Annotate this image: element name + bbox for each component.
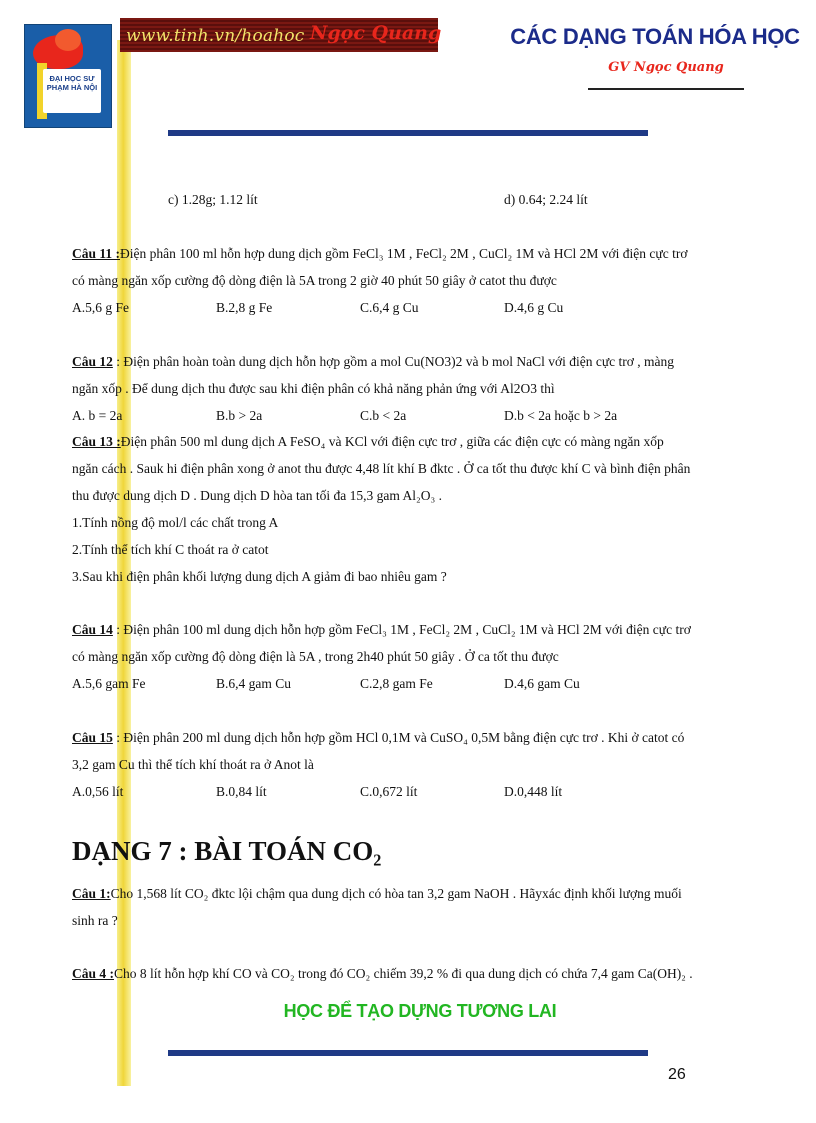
question-text: : Điện phân hoàn toàn dung dịch hỗn hợp gồm a mol Cu(NO3)2 và b mol NaCl với điện cực trơ , màng [112,354,675,369]
question-12-options [72,402,744,429]
option-d: D.4,6 g Cu [504,300,564,315]
question-text: Điện phân 100 ml hỗn hợp dung dịch gồm FeCl₃ 1M , FeCl₂ 2M , CuCl₂ 1M và HCl 2M với điện cực trơ [120,246,688,261]
question-13-item-1: 1.Tính nồng độ mol/l các chất trong A [72,515,279,530]
question-label: Câu 1: [72,886,111,901]
option-a: A. b = 2a [72,408,123,423]
question-11-line-1 [72,240,744,267]
question-15-options [72,778,744,805]
logo-text: ĐẠI HỌC SƯ PHẠM HÀ NỘI [46,74,98,92]
question-13-item-3: 3.Sau khi điện phân khối lượng dung dịch A giảm đi bao nhiêu gam ? [72,569,447,584]
question-label: Câu 11 : [72,246,121,261]
university-logo [24,24,112,128]
question-label: Câu 13 : [72,434,121,449]
question-label: Câu 15 [72,730,113,745]
question-13-item-2: 2.Tính thể tích khí C thoát ra ở catot [72,542,269,557]
option-c: C.b < 2a [360,408,407,423]
question-11-options [72,294,744,321]
option-b: B.2,8 g Fe [216,300,273,315]
banner-url[interactable]: www.tinh.vn/hoahoc [126,26,305,46]
option-b: B.b > 2a [216,408,263,423]
document-author: GV Ngọc Quang [608,60,724,75]
question-13-line-2: ngăn cách . Sauk hi điện phân xong ở anot thu được 4,48 lít khí B đktc . Ở ca tốt thu được khí C và bình điện phân [72,461,691,476]
option-c: c) 1.28g; 1.12 lít [168,192,258,207]
question-label: Câu 14 [72,622,113,637]
option-c: C.0,672 lít [360,784,418,799]
top-divider [168,130,648,136]
co2-question-1-line-2: sinh ra ? [72,913,118,928]
question-14-line-1 [72,616,744,643]
question-text: Cho 8 lít hỗn hợp khí CO và CO₂ trong đó CO₂ chiếm 39,2 % đi qua dung dịch có chứa 7,4 gam Ca(OH)₂ . [114,966,693,981]
question-text: : Điện phân 200 ml dung dịch hỗn hợp gồm HCl 0,1M và CuSO₄ 0,5M bằng điện cực trơ . Khi ở catot có [112,730,685,745]
flame-highlight [55,29,81,51]
question-12-line-2: ngăn xốp . Để dung dịch thu được sau khi điện phân có khả năng phản ứng với Al2O3 thì [72,381,555,396]
question-13-line-1 [72,428,744,455]
option-d: D.b < 2a hoặc b > 2a [504,408,618,423]
question-label: Câu 4 : [72,966,115,981]
question-text: Điện phân 500 ml dung dịch A FeSO₄ và KCl với điện cực trơ , giữa các điện cực có màng ngăn xốp [120,434,664,449]
question-text: Cho 1,568 lít CO₂ đktc lội chậm qua dung dịch có hòa tan 3,2 gam NaOH . Hãyxác định khối lượng muối [110,886,682,901]
header-underline [588,88,744,90]
option-d: d) 0.64; 2.24 lít [504,192,588,207]
document-title: CÁC DẠNG TOÁN HÓA HỌC [510,24,800,49]
co2-question-4-line-1 [72,960,744,987]
question-label: Câu 12 [72,354,113,369]
option-d: D.0,448 lít [504,784,563,799]
option-c: C.6,4 g Cu [360,300,419,315]
option-c: C.2,8 gam Fe [360,676,433,691]
option-d: D.4,6 gam Cu [504,676,580,691]
page-number: 26 [668,1066,686,1083]
question-11-line-2: có màng ngăn xốp cường độ dòng điện là 5A trong 2 giờ 40 phút 50 giây ở catot thu được [72,273,557,288]
question-15-line-2: 3,2 gam Cu thì thể tích khí thoát ra ở Anot là [72,757,314,772]
question-12-line-1 [72,348,744,375]
prev-question-options [72,186,744,213]
bottom-divider [168,1050,648,1056]
footer-slogan: HỌC ĐỂ TẠO DỰNG TƯƠNG LAI [283,1001,557,1021]
co2-question-1-line-1 [72,880,744,907]
option-a: A.5,6 gam Fe [72,676,146,691]
banner-author: Ngọc Quang [310,22,442,44]
question-15-line-1 [72,724,744,751]
option-b: B.0,84 lít [216,784,267,799]
option-a: A.5,6 g Fe [72,300,129,315]
question-14-line-2: có màng ngăn xốp cường độ dòng điện là 5A , trong 2h40 phút 50 giây . Ở ca tốt thu được [72,649,559,664]
question-text: : Điện phân 100 ml dung dịch hỗn hợp gồm FeCl₃ 1M , FeCl₂ 2M , CuCl₂ 1M và HCl 2M với điện cực trơ [112,622,691,637]
question-14-options [72,670,744,697]
section-heading: DẠNG 7 : BÀI TOÁN CO₂ [72,836,382,866]
option-b: B.6,4 gam Cu [216,676,292,691]
question-13-line-3: thu được dung dịch D . Dung dịch D hòa tan tối đa 15,3 gam Al₂O₃ . [72,488,442,503]
option-a: A.0,56 lít [72,784,124,799]
